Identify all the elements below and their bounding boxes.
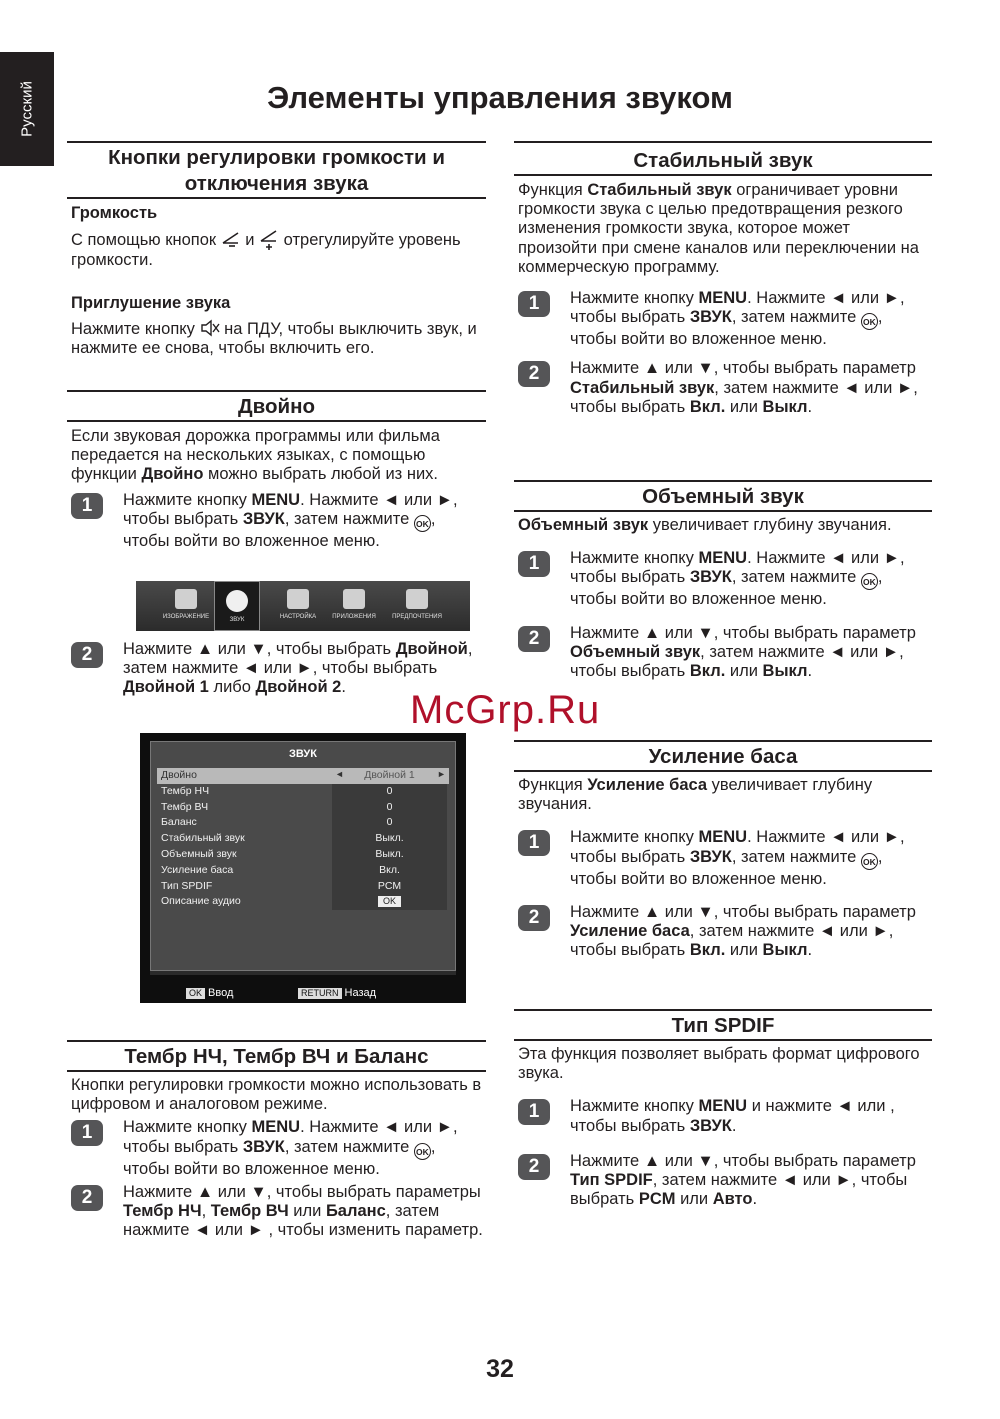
menu-row-bass[interactable]: Тембр НЧ 0 [157, 784, 449, 800]
language-label: Русский [18, 81, 36, 137]
sound-icon [226, 590, 248, 612]
spdif-section-title: Тип SPDIF [514, 1009, 932, 1041]
dual-intro: Если звуковая дорожка программы или фильма передается на нескольких языках, с помощью функции Двойно можно выбрать любой из них. [71, 427, 440, 484]
menu-item-picture[interactable]: ИЗОБРАЖЕНИЕ [156, 581, 216, 631]
spdif-intro: Эта функция позволяет выбрать формат цифрового звука. [518, 1045, 920, 1083]
step-badge-2: 2 [71, 642, 103, 668]
ok-button-icon: OK [414, 515, 431, 532]
mute-text: Нажмите кнопку на ПДУ, чтобы выключить звук, и нажмите ее снова, чтобы включить его. [71, 320, 477, 358]
menu-item-sound[interactable]: ЗВУК [214, 581, 260, 631]
stable-step-1: 1 Нажмите кнопку MENU. Нажмите ◄ или ►, чтобы выбрать ЗВУК, затем нажмите OK , чтобы войти во вложенное меню. [514, 289, 932, 349]
arrow-left-icon[interactable]: ◄ [335, 769, 344, 779]
menu-row-bass-boost[interactable]: Усиление баса Вкл. [157, 863, 449, 879]
menu-item-preferences[interactable]: ПРЕДПОЧТЕНИЯ [382, 581, 452, 631]
step-badge-1: 1 [518, 830, 550, 856]
menu-row-stable-sound[interactable]: Стабильный звук Выкл. [157, 831, 449, 847]
ok-button-icon: OK [861, 313, 878, 330]
mute-icon [200, 319, 220, 337]
spdif-step-1: 1 Нажмите кнопку MENU и нажмите ◄ или , чтобы выбрать ЗВУК. [514, 1097, 932, 1135]
apps-icon [343, 589, 365, 609]
ok-button-icon: OK [861, 853, 878, 870]
step-badge-2: 2 [518, 1154, 550, 1180]
mute-subtitle: Приглушение звука [71, 294, 231, 313]
footer-enter: OK Ввод [186, 987, 233, 999]
volume-section-title: Кнопки регулировки громкости и отключения звука [67, 141, 486, 199]
footer-back: RETURN Назад [298, 987, 376, 999]
menu-row-spdif[interactable]: Тип SPDIF PCM [157, 879, 449, 895]
arrow-right-icon[interactable]: ► [437, 769, 446, 779]
sound-menu-title: ЗВУК [289, 748, 317, 760]
surround-step-2: 2 Нажмите ▲ или ▼, чтобы выбрать параметр Объемный звук, затем нажмите ◄ или ►, чтобы выбрать Вкл. или Выкл. [514, 624, 932, 682]
list-icon [406, 589, 428, 609]
sound-menu-screen [140, 733, 466, 1003]
picture-icon [175, 589, 197, 609]
tone-step-2: 2 Нажмите ▲ или ▼, чтобы выбрать параметры Тембр НЧ, Тембр ВЧ или Баланс, затем нажмите ◄ или ► , чтобы изменить параметр. [67, 1183, 486, 1241]
page-title: Элементы управления звуком [267, 80, 733, 115]
surround-step-1: 1 Нажмите кнопку MENU. Нажмите ◄ или ►, чтобы выбрать ЗВУК, затем нажмите OK , чтобы войти во вложенное меню. [514, 549, 932, 609]
ok-button-icon: OK [861, 573, 878, 590]
dual-step-2: 2 Нажмите ▲ или ▼, чтобы выбрать Двойной, затем нажмите ◄ или ►, чтобы выбрать Двойной 1 либо Двойной 2. [67, 640, 486, 698]
volume-down-icon [221, 229, 241, 249]
dual-section-title: Двойно [67, 390, 486, 422]
dual-section [67, 390, 486, 551]
stable-step-2: 2 Нажмите ▲ или ▼, чтобы выбрать параметр Стабильный звук, затем нажмите ◄ или ►, чтобы выбрать Вкл. или Выкл. [514, 359, 932, 417]
surround-section-title: Объемный звук [514, 480, 932, 512]
dual-step-1: 1 Нажмите кнопку MENU. Нажмите ◄ или ►, чтобы выбрать ЗВУК, затем нажмите OK , чтобы войти во вложенное меню. [67, 491, 486, 551]
step-badge-1: 1 [518, 551, 550, 577]
volume-text: С помощью кнопок и отрегулируйте уровень громкости. [71, 231, 461, 269]
spdif-step-2: 2 Нажмите ▲ или ▼, чтобы выбрать параметр Тип SPDIF, затем нажмите ◄ или ►, чтобы выбрать PCM или Авто. [514, 1152, 932, 1210]
tone-section-title: Тембр НЧ, Тембр ВЧ и Баланс [67, 1040, 486, 1072]
menu-row-surround[interactable]: Объемный звук Выкл. [157, 847, 449, 863]
page-number: 32 [486, 1355, 514, 1383]
stable-section-title: Стабильный звук [514, 141, 932, 176]
menu-row-balance[interactable]: Баланс 0 [157, 815, 449, 831]
gear-icon [287, 589, 309, 609]
surround-section [514, 480, 932, 681]
tone-intro: Кнопки регулировки громкости можно использовать в цифровом и аналоговом режиме. [71, 1076, 482, 1114]
main-menu-icon-bar [136, 581, 470, 631]
step-badge-1: 1 [518, 291, 550, 317]
bass-section-title: Усиление баса [514, 740, 932, 772]
step-badge-1: 1 [71, 1120, 103, 1146]
bass-step-2: 2 Нажмите ▲ или ▼, чтобы выбрать параметр Усиление баса, затем нажмите ◄ или ►, чтобы выбрать Вкл. или Выкл. [514, 903, 932, 961]
stable-intro: Функция Стабильный звук ограничивает уровни громкости звука с целью предотвращения резкого изменения громкости звука, которое может произойти при смене каналов или переключении на коммерческую программу. [518, 181, 919, 276]
step-badge-2: 2 [518, 905, 550, 931]
tone-section [67, 1040, 486, 1240]
step-badge-2: 2 [518, 626, 550, 652]
bass-section [514, 740, 932, 960]
stable-section [514, 141, 932, 417]
step-badge-1: 1 [71, 493, 103, 519]
menu-separator [150, 971, 456, 975]
spdif-section [514, 1009, 932, 1209]
menu-item-setup[interactable]: НАСТРОЙКА [268, 581, 328, 631]
menu-row-treble[interactable]: Тембр ВЧ 0 [157, 800, 449, 816]
volume-subtitle: Громкость [71, 204, 158, 222]
watermark: McGrp.Ru [410, 688, 601, 732]
step-badge-2: 2 [71, 1185, 103, 1211]
bass-step-1: 1 Нажмите кнопку MENU. Нажмите ◄ или ►, чтобы выбрать ЗВУК, затем нажмите OK , чтобы войти во вложенное меню. [514, 828, 932, 888]
step-badge-1: 1 [518, 1099, 550, 1125]
volume-up-icon [259, 229, 279, 251]
menu-row-audio-description[interactable]: Описание аудио OK [157, 894, 449, 910]
ok-button[interactable]: OK [378, 896, 401, 907]
menu-item-apps[interactable]: ПРИЛОЖЕНИЯ [324, 581, 384, 631]
tone-step-1: 1 Нажмите кнопку MENU. Нажмите ◄ или ►, чтобы выбрать ЗВУК, затем нажмите OK , чтобы войти во вложенное меню. [67, 1118, 486, 1178]
volume-section [67, 141, 486, 359]
bass-intro: Функция Усиление баса увеличивает глубину звучания. [518, 776, 873, 814]
surround-intro: Объемный звук увеличивает глубину звучания. [518, 516, 892, 534]
menu-row-dual[interactable]: Двойно Двойной 1 ◄ ► [157, 768, 449, 784]
ok-button-icon: OK [414, 1143, 431, 1160]
sound-menu-frame [150, 741, 456, 971]
step-badge-2: 2 [518, 361, 550, 387]
